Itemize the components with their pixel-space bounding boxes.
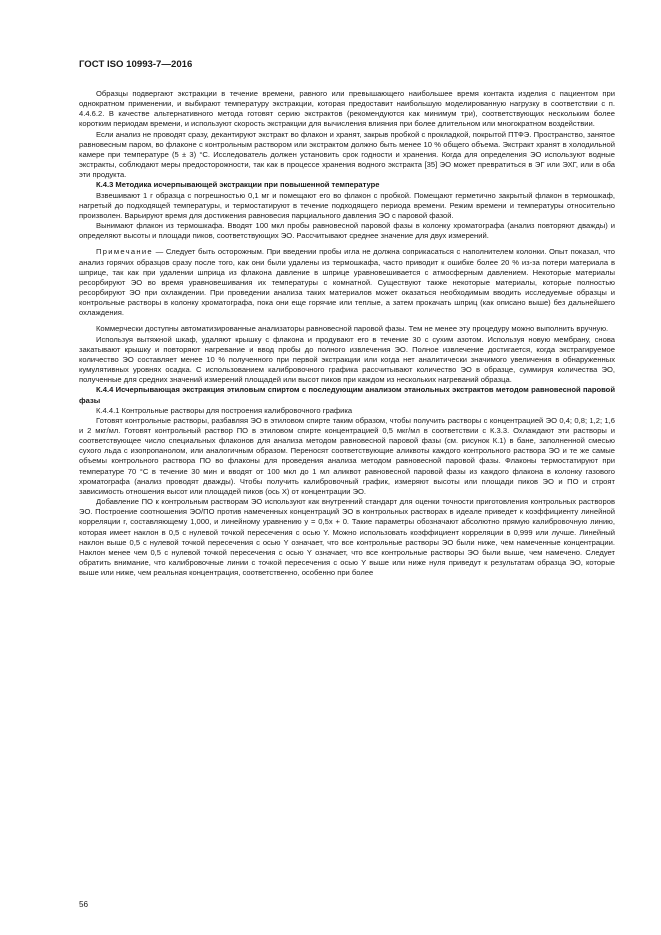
paragraph: Образцы подвергают экстракции в течение времени, равного или превышающего наибольшее время контакта изделия с пациентом при однократном применении, и выбирают температуру экстракции, которая предоставит наибольшую моделированную нагрузку в соответствии с п. 4.4.6.2. В качестве альтернативного метода готовят серию экстрактов (рекомендуются как минимум три), соответствующих нескольким более коротким периодам времени, и используют скорость экстракции для вычисления влияния при более длительном или многократном воздействии. bbox=[79, 89, 615, 129]
document-header: ГОСТ ISO 10993-7—2016 bbox=[79, 59, 193, 70]
paragraph: Добавление ПО к контрольным растворам ЭО используют как внутренний стандарт для оценки точности приготовления контрольных растворов ЭО. Построение соотношения ЭО/ПО против намеченных концентраций ЭО в контрольных растворах в идеале приведет к коэффициенту линейной корреляции r, составляющему 1,000, и линейному уравнению y = 0,5x + 0. Такие параметры обозначают абсолютно прямую калибровочную линию, которая имеет наклон в 0,5 с нулевой точкой пересечения с осью Y. Можно использовать коэффициент корреляции в 0,999 или лучше. Линейный наклон выше 0,5 с нулевой точкой пересечения с осью Y означает, что все контрольные растворы ЭО были ниже, чем намеченные концентрации. Наклон менее чем 0,5 с нулевой точкой пересечения с осью Y означает, что все контрольные растворы ЭО были выше, чем намечено. Следует обратить внимание, что калибровочные линии с точкой пересечения с осью Y выше или ниже нуля приведут к результатам образца ЭО, которые выше или ниже, чем реальная концентрация, соответственно, особенно при более bbox=[79, 497, 615, 578]
note-label: Примечание bbox=[96, 247, 153, 257]
section-heading-k43: К.4.3 Методика исчерпывающей экстракции при повышенной температуре bbox=[96, 180, 380, 190]
paragraph: Коммерчески доступны автоматизированные анализаторы равновесной паровой фазы. Тем не менее эту процедуру можно выполнить вручную. bbox=[96, 324, 609, 334]
subsection-heading-k441: К.4.4.1 Контрольные растворы для построения калибровочного графика bbox=[96, 405, 353, 415]
paragraph: Вынимают флакон из термошкафа. Вводят 100 мкл пробы равновесной паровой фазы в колонку хроматографа (анализ повторяют дважды) и определяют высоты и площади пиков, соответствующих ЭО. Рассчитывают среднее значение для двух измерений. bbox=[79, 221, 615, 241]
paragraph: Используя вытяжной шкаф, удаляют крышку с флакона и продувают его в течение 30 с сухим азотом. Используя новую мембрану, снова закатывают крышку и повторяют нагревание и ввод пробы до полного извлечения ЭО. Полное извлечение достигается, когда экстрагируемое количество ЭО составляет менее 10 % полученного при первой экстракции или когда нет аналитически значимого увеличения в обнаруженных кумулятивных уровнях осадка. С использованием калибровочного графика рассчитывают количество ЭО в образце, суммируя количества ЭО, полученные для средних значений измерений площадей или высот пиков при каждом из нескольких нагреваний образца. bbox=[79, 334, 615, 385]
paragraph: Взвешивают 1 г образца с погрешностью 0,1 мг и помещают его во флакон с пробкой. Помещают герметично закрытый флакон в термошкаф, нагретый до подходящей температуры, и термостатируют в течение подходящего периода времени. Режим времени и температуры относительно произволен. Варьируют время для достижения равновесия парциального давления ЭО с паровой фазой. bbox=[79, 190, 615, 220]
page-number: 56 bbox=[79, 900, 89, 909]
note-text: Следует быть осторожным. При введении пробы игла не должна соприкасаться с наполнителем колонки. Опыт показал, что анализ горячих образцов сразу после того, как они были удалены из термошкафа, часто приводит к ошибке более 20 % из-за потери материала в шприце, так как при удалении шприца из флакона давление в шприце уравновешивается с атмосферным давлением. Некоторые материалы ресорбируют ЭО во время уравновешивания их температуры с комнатной. Существуют также некоторые материалы, которые полностью ресорбируют ЭО при охлаждении. При проведении анализа таких материалов может оказаться необходимым вводить исследуемые образцы и контрольные растворы в колонку хроматографа, пока они еще горячие или теплые, а затем прокачать шприц (как описано выше) без дальнейшего охлаждения. bbox=[79, 247, 615, 318]
paragraph: Если анализ не проводят сразу, декантируют экстракт во флакон и хранят, закрыв пробкой с прокладкой, покрытой ПТФЭ. Пространство, занятое равновесным паром, во флаконе с контрольным раствором или экстрактом должно быть менее 10 % общего объема. Экстракт хранят в холодильной камере при температуре (5 ± 3) °С. Исследователь должен установить срок годности и хранения. Когда для определения ЭО используют водные экстракты, соблюдают меры предосторожности, так как в процессе хранения водного экстракта [35] ЭО может превратиться в ЭГ или ЭХГ, или в оба эти продукта. bbox=[79, 129, 615, 180]
note-dash: — bbox=[152, 247, 166, 257]
section-heading-k44: К.4.4 Исчерпывающая экстракция этиловым спиртом с последующим анализом этанольных экстрактов методом равновесной паровой фазы bbox=[79, 385, 615, 405]
document-body bbox=[79, 89, 615, 578]
note-paragraph bbox=[79, 247, 615, 318]
paragraph: Готовят контрольные растворы, разбавляя ЭО в этиловом спирте таким образом, чтобы получить растворы с концентрацией ЭО 0,4; 0,8; 1,2; 1,6 и 2 мкг/мл. Готовят контрольный раствор ПО в этиловом спирте концентрацией 0,5 мкг/мл в соответствии с К.3.3. Охлаждают эти растворы и соответствующее число специальных флаконов для анализа методом равновесной паровой фазы (см. рисунок К.1) в бане, заполненной смесью сухого льда с изопропанолом, или аналогичным образом. Переносят соответствующие аликвоты каждого контрольного раствора ЭО и те же самые объемы контрольного раствора ПО во флаконы для проведения анализа методом равновесной паровой фазы. Флаконы термостатируют при температуре 70 °С в течение 30 мин и вводят от 100 мкл до 1 мл аликвот равновесной паровой фазы из каждого флакона в колонку газового хроматографа (анализ проводят дважды). Чтобы получить калибровочный график, измеряют высоты или площади пиков ЭО и ПО и строят зависимость отношения высот или площадей пиков (ось X) от концентрации ЭО. bbox=[79, 415, 615, 496]
